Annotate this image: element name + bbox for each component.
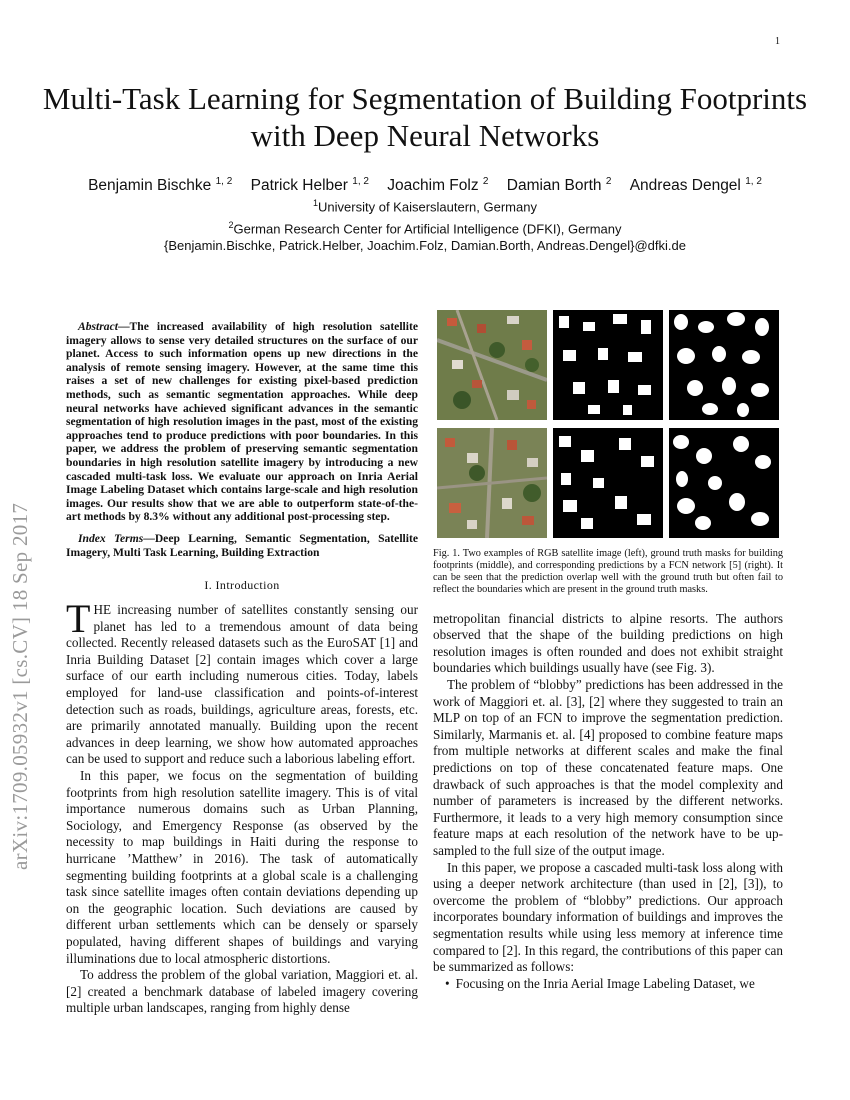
- satellite-image: [437, 310, 547, 420]
- abstract: Abstract—The increased availability of high resolution satellite imagery allows to sense very detailed structures on the surface of our planet. Access to such information opens up new directions in the analysis of remote sensing imagery. However, at the same time this raises a set of new challenges for existing pixel-based prediction methods, such as semantic segmentation approaches. While deep neural networks have achieved significant advances in the semantic segmentation of high resolution images in the past, most of the existing approaches tend to produce predictions with poor boundaries. In this paper, we address the problem of preserving semantic segmentation boundaries in high resolution satellite imagery by introducing a new cascaded multi-task loss. We evaluate our approach on Inria Aerial Image Labeling Dataset which contains large-scale and high resolution images. Our results show that we are able to outperform state-of-the-art methods by 8.3% without any additional post-processing step.: [66, 320, 418, 524]
- ground-truth-mask: [553, 310, 663, 420]
- affiliation-1: $^1$University of Kaiserslautern, Germany: [313, 198, 537, 215]
- index-terms: Index Terms—Deep Learning, Semantic Segmentation, Satellite Imagery, Multi Task Learning, Building Extraction: [66, 531, 418, 559]
- body-paragraph: In this paper, we propose a cascaded multi-task loss along with using a deeper network architecture (than used in [2], [3]), to overcome the problem of “blobby” predictions. Our approach incorporates boundary information of buildings and improves the segmentation results while using less memory at inference time compared to [2]. In this regard, the contributions of this paper can be summarized as follows:: [433, 859, 783, 975]
- section-heading: I. Introduction: [204, 578, 280, 593]
- satellite-image: [437, 428, 547, 538]
- author-emails: {Benjamin.Bischke, Patrick.Helber, Joachim.Folz, Damian.Borth, Andreas.Dengel}@dfki.de: [164, 238, 686, 253]
- ground-truth-mask: [553, 428, 663, 538]
- affiliation-2: $^2$German Research Center for Artificial Intelligence (DFKI), Germany: [228, 220, 622, 237]
- author: Damian Borth $^2$: [506, 176, 612, 195]
- paper-title: Multi-Task Learning for Segmentation of Building Footprints with Deep Neural Networks: [42, 81, 808, 153]
- author: Joachim Folz $^2$: [387, 176, 489, 195]
- author-list: [40, 172, 810, 196]
- figure-1: [437, 310, 779, 538]
- intro-paragraph: THE increasing number of satellites constantly sensing our planet has led to a tremendous amount of data being collected. Recently released datasets such as the EuroSAT [1] and Inria Building Dataset [2] contain images which cover a large surface of our earth including numerous cities. Today, labels employed for land-use classification and points-of-interest detection such as roads, buildings, agriculture areas, forests, etc. are primarily annotated manually. Building upon the recent advances in deep learning, we show how automated approaches can be used to support and reduce such a laborious labeling effort.: [66, 596, 418, 767]
- intro-paragraph: To address the problem of the global variation, Maggiori et. al. [2] created a benchmark database of labeled imagery covering multiple urban landscapes, ranging from highly dense: [66, 967, 418, 1016]
- body-paragraph: The problem of “blobby” predictions has been addressed in the work of Maggiori et. al. [3], [2] where they suggested to train an MLP on top of an FCN to improve the segmentation prediction. Similarly, Marmanis et. al. [4] proposed to combine feature maps from multiple networks at different scales and make the final predictions on top of these concatenated feature maps. One drawback of such approaches is that the model complexity and number of parameters is increased by the different networks. Furthermore, it leads to a very high memory consumption since feature maps at each resolution of the network have to be up-sampled to the full size of the output image.: [433, 677, 783, 858]
- figure-caption: Fig. 1. Two examples of RGB satellite image (left), ground truth masks for building footprints (middle), and corresponding predictions by a FCN network [5] (right). It can be seen that the prediction overlap well with the ground truth but often fail to reflect the boundaries which are present in the ground truth masks.: [433, 548, 783, 595]
- author: Benjamin Bischke $^{1, 2}$: [88, 176, 233, 195]
- dropcap: T: [66, 596, 91, 642]
- arxiv-stamp: arXiv:1709.05932v1 [cs.CV] 18 Sep 2017: [8, 502, 32, 870]
- intro-paragraph: In this paper, we focus on the segmentation of building footprints from high resolution satellite imagery. This is of vital importance numerous domains such as Urban Planning, Sociology, and Emergency Response (as observed by the necessity to map buildings in Haiti during the response to hurricane ’Matthew’ in 2016). The task of automatically segmenting building footprints at a global scale is a challenging task since satellite images often contain deviations depending up on the geographic location. Such deviations are caused by different urban settlements which can be densely or sparsely populated, having different shapes of buildings and varying illuminations due to local atmospheric distortions.: [66, 768, 418, 966]
- contribution-list: [433, 976, 783, 993]
- fcn-prediction: [669, 310, 779, 420]
- introduction-text: [66, 596, 418, 1017]
- right-column-text: [433, 611, 783, 993]
- fcn-prediction: [669, 428, 779, 538]
- body-paragraph: metropolitan financial districts to alpine resorts. The authors observed that the shape of the building predictions on high resolution images is often rounded and does not exhibit straight boundaries which buildings usually have (see Fig. 3).: [433, 610, 783, 676]
- left-column: [66, 320, 418, 1017]
- list-item: • Focusing on the Inria Aerial Image Labeling Dataset, we: [445, 976, 783, 993]
- author: Andreas Dengel $^{1, 2}$: [629, 176, 762, 195]
- author: Patrick Helber $^{1, 2}$: [250, 176, 369, 195]
- right-column: [433, 310, 783, 992]
- page-number: 1: [775, 36, 780, 47]
